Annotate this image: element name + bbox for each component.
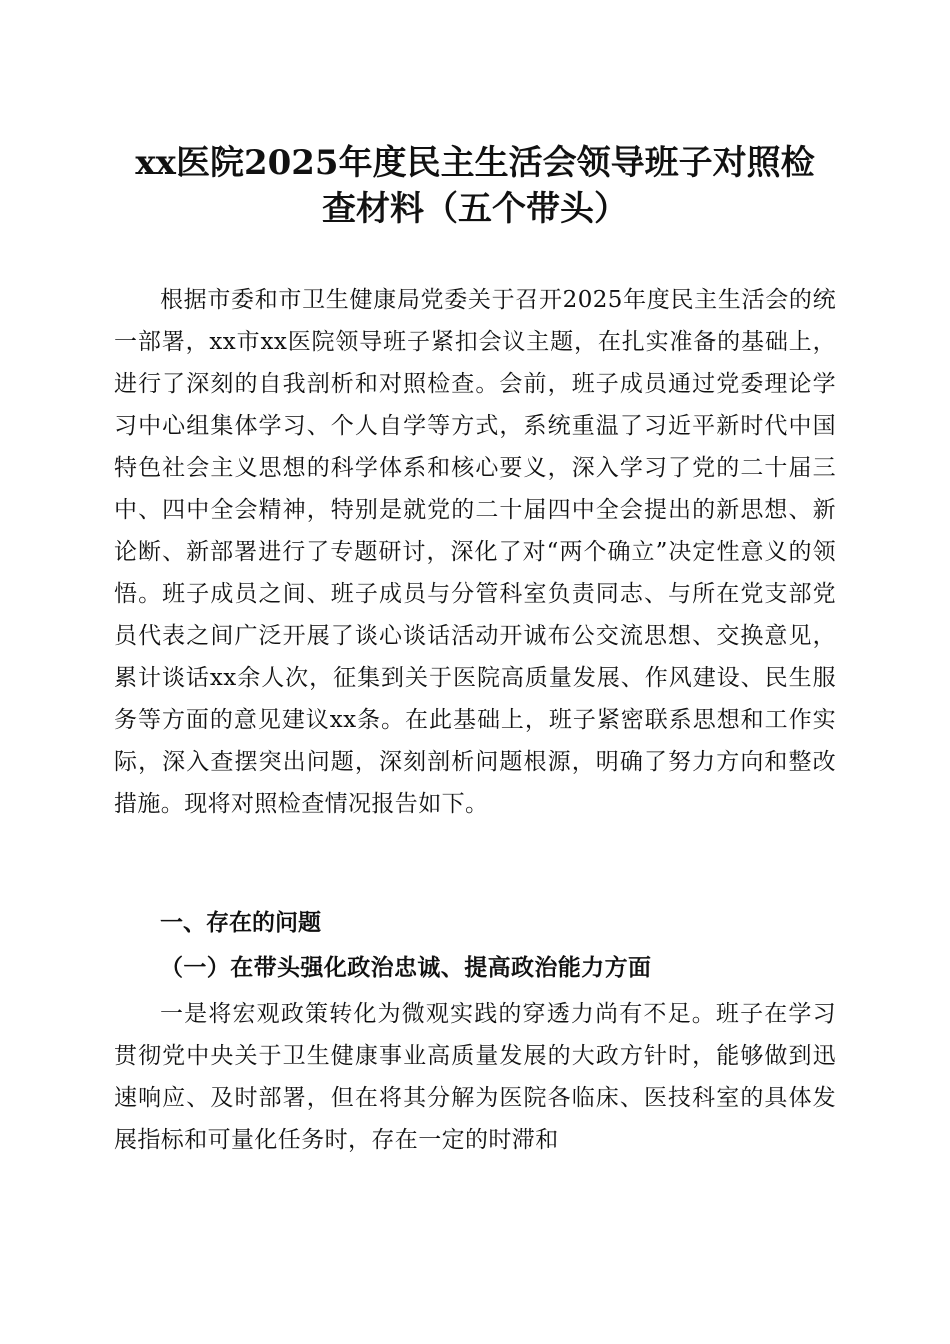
document-title-line-1: xx医院2025年度民主生活会领导班子对照检: [135, 143, 815, 183]
point-paragraph-one: 一是将宏观政策转化为微观实践的穿透力尚有不足。班子在学习贯彻党中央关于卫生健康事业高质量发展的大政方针时，能够做到迅速响应、及时部署，但在将其分解为医院各临床、医技科室的具体发展指标和可量化任务时，存在一定的时滞和: [114, 1001, 836, 1153]
document-title: [100, 140, 850, 232]
document-title-line-2: 查材料（五个带头）: [322, 189, 628, 229]
intro-paragraph: 根据市委和市卫生健康局党委关于召开2025年度民主生活会的统一部署，xx市xx医院领导班子紧扣会议主题，在扎实准备的基础上，进行了深刻的自我剖析和对照检查。会前，班子成员通过党委理论学习中心组集体学习、个人自学等方式，系统重温了习近平新时代中国特色社会主义思想的科学体系和核心要义，深入学习了党的二十届三中、四中全会精神，特别是就党的二十届四中全会提出的新思想、新论断、新部署进行了专题研讨，深化了对“两个确立”决定性意义的领悟。班子成员之间、班子成员与分管科室负责同志、与所在党支部党员代表之间广泛开展了谈心谈话活动开诚布公交流思想、交换意见，累计谈话xx余人次，征集到关于医院高质量发展、作风建设、民生服务等方面的意见建议xx条。在此基础上，班子紧密联系思想和工作实际，深入查摆突出问题，深刻剖析问题根源，明确了努力方向和整改措施。现将对照检查情况报告如下。: [114, 287, 836, 817]
section-heading-problems: 一、存在的问题: [160, 910, 321, 936]
subsection-heading-political: （一）在带头强化政治忠诚、提高政治能力方面: [160, 954, 652, 981]
